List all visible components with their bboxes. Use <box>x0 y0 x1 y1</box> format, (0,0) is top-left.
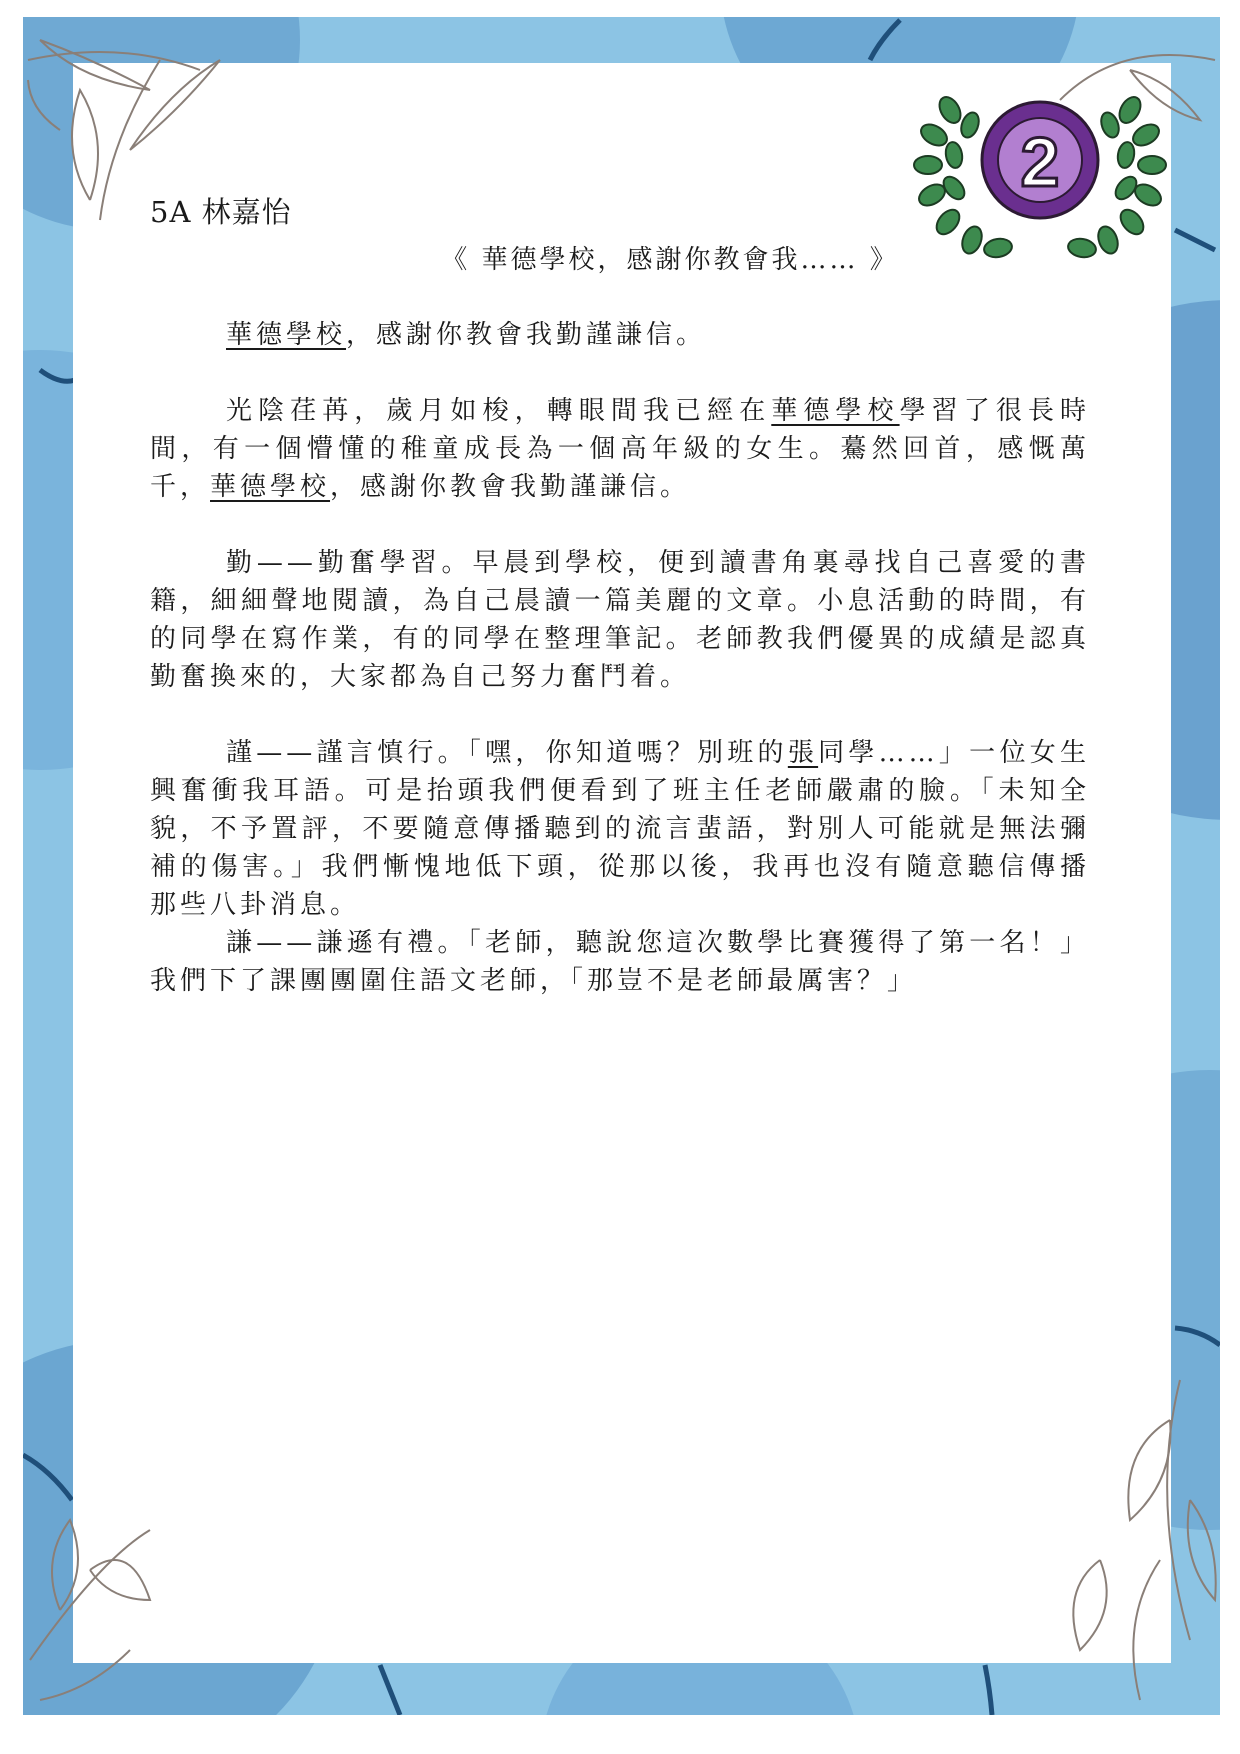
paragraph-text: 光陰荏苒，歲月如梭，轉眼間我已經在 <box>226 396 772 426</box>
essay <box>150 190 1090 1000</box>
paragraph-text: 學習了很長時間，有一個懵懂的稚童成長為一個高年級的女生。驀然回首，感慨萬千， <box>150 396 1090 502</box>
paragraph <box>150 924 1090 1000</box>
paragraph-text: ，感謝你教會我勤謹謙信。 <box>330 472 691 502</box>
paragraph <box>150 734 1090 924</box>
author-line: 5A 林嘉怡 <box>150 195 292 229</box>
underlined-name: 華德學校 <box>771 396 900 426</box>
essay-title: 《 華德學校，感謝你教會我…… 》 <box>441 245 899 275</box>
paragraph <box>150 544 1090 696</box>
paragraph-text: 同學……」一位女生興奮衝我耳語。可是抬頭我們便看到了班主任老師嚴肅的臉。「未知全貌，不予置評，不要隨意傳播聽到的流言蜚語，對別人可能就是無法彌補的傷害。」我們慚愧地低下頭，從那以後，我再也沒有隨意聽信傳播那些八卦消息。 <box>150 738 1090 920</box>
underlined-name: 華德學校 <box>226 320 347 350</box>
paragraph-text: 謙——謙遜有禮。「老師，聽說您這次數學比賽獲得了第一名！」我們下了課團團圍住語文老師，「那豈不是老師最厲害？」 <box>150 928 1090 996</box>
paragraph-text: 謹——謹言慎行。「嘿，你知道嗎？別班的 <box>226 738 788 768</box>
paragraph <box>150 316 1090 354</box>
medal-number: 2 <box>1020 123 1060 201</box>
paragraph-text: 勤——勤奮學習。早晨到學校，便到讀書角裏尋找自己喜愛的書籍，細細聲地閱讀，為自己晨讀一篇美麗的文章。小息活動的時間，有的同學在寫作業，有的同學在整理筆記。老師教我們優異的成績是認真勤奮換來的，大家都為自己努力奮鬥着。 <box>150 548 1090 692</box>
underlined-name: 華德學校 <box>210 472 331 502</box>
paragraph-text: ，感謝你教會我勤謹謙信。 <box>346 320 707 350</box>
paragraph <box>150 392 1090 506</box>
underlined-name: 張 <box>787 738 819 768</box>
